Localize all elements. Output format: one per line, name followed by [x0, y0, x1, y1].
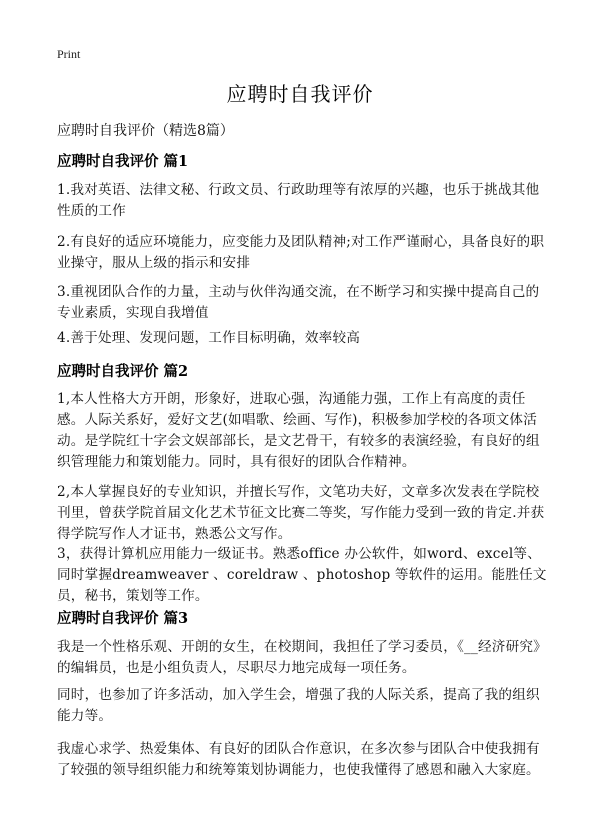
paragraph: 我虚心求学、热爱集体、有良好的团队合作意识，在多次参与团队合中使我拥有了较强的领导组织能力和统筹策划协调能力，也使我懂得了感恩和融入大家庭。: [57, 741, 540, 778]
document-subtitle: 应聘时自我评价（精选8篇）: [57, 123, 234, 139]
paragraph: 我是一个性格乐观、开朗的女生，在校期间，我担任了学习委员，《__经济研究》的编辑员，也是小组负责人，尽职尽力地完成每一项任务。: [57, 639, 547, 676]
paragraph: 1,本人性格大方开朗，形象好，进取心强，沟通能力强，工作上有高度的责任感。人际关系好，爱好文艺(如唱歌、绘画、写作)，积极参加学校的各项文体活动。是学院红十字会文娱部部长，是文艺骨干，有较多的表演经验，有良好的组织管理能力和策划能力。同时，具有很好的团队合作精神。: [57, 391, 540, 470]
section-heading-2: 应聘时自我评价 篇2: [57, 363, 189, 380]
section-heading-3: 应聘时自我评价 篇3: [57, 610, 189, 627]
paragraph: 1.我对英语、法律文秘、行政文员、行政助理等有浓厚的兴趣，也乐于挑战其他性质的工作: [57, 182, 540, 219]
print-label: Print: [57, 47, 81, 61]
section-heading-1: 应聘时自我评价 篇1: [57, 153, 189, 170]
paragraph: 同时，也参加了许多活动，加入学生会，增强了我的人际关系，提高了我的组织能力等。: [57, 687, 540, 724]
page-title: 应聘时自我评价: [226, 82, 374, 106]
paragraph: 3，获得计算机应用能力一级证书。熟悉office 办公软件，如word、excel等、同时掌握dreamweaver 、coreldraw 、photoshop 等软件的运用。能胜任文员，秘书，策划等工作。: [57, 546, 547, 604]
paragraph: 4.善于处理、发现问题，工作目标明确，效率较高: [57, 330, 361, 346]
paragraph: 2,本人掌握良好的专业知识，并擅长写作，文笔功夫好，文章多次发表在学院校刊里，曾获学院首届文化艺术节征文比赛二等奖，写作能力受到一致的肯定.并获得学院写作人才证书，熟悉公文写作。: [57, 484, 545, 542]
paragraph: 2.有良好的适应环境能力，应变能力及团队精神;对工作严谨耐心，具备良好的职业操守，服从上级的指示和安排: [57, 234, 545, 271]
paragraph: 3.重视团队合作的力量，主动与伙伴沟通交流，在不断学习和实操中提高自己的专业素质，实现自我增值: [57, 284, 540, 321]
